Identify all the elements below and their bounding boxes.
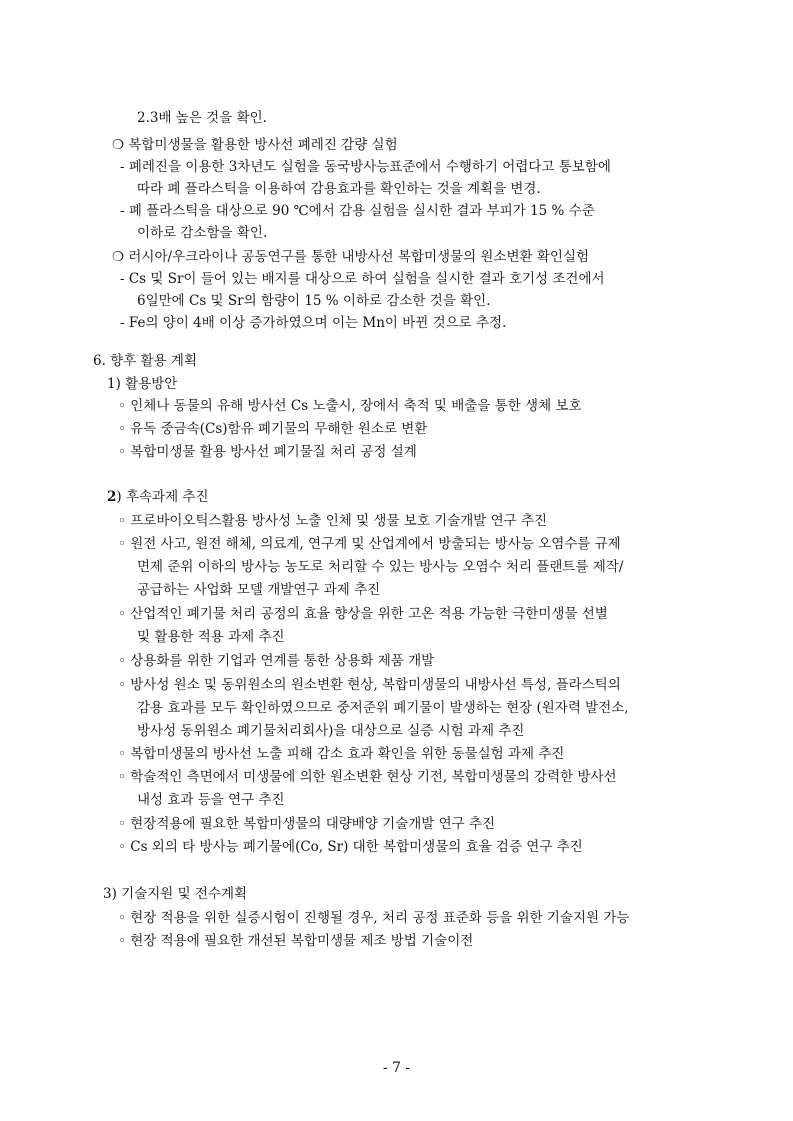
text-line: - 폐 플라스틱을 대상으로 90 ℃에서 감용 실험을 실시한 결과 부피가 15 % 수준 <box>120 203 595 219</box>
text-line: 및 활용한 적용 과제 추진 <box>137 629 285 645</box>
list-item: ◦ 복합미생물 활용 방사선 폐기물질 처리 공정 설계 <box>118 444 417 460</box>
list-item: ◦ 유독 중금속(Cs)함유 폐기물의 무해한 원소로 변환 <box>118 421 428 437</box>
subsection-heading: 3) 기술지원 및 전수계획 <box>103 886 248 902</box>
text-line: 6일만에 Cs 및 Sr의 함량이 15 % 이하로 감소한 것을 확인. <box>137 293 491 309</box>
text-line: 면제 준위 이하의 방사능 농도로 처리할 수 있는 방사능 오염수 처리 플랜트를 제작/ <box>137 559 624 575</box>
list-item: ◦ 복합미생물의 방사선 노출 피해 감소 효과 확인을 위한 동물실험 과제 추진 <box>118 746 565 762</box>
text-line: - 폐레진을 이용한 3차년도 실험을 동국방사능표준에서 수행하기 어렵다고 통보함에 <box>120 159 611 175</box>
list-item: ◦ 원전 사고, 원전 해체, 의료계, 연구계 및 산업계에서 방출되는 방사능 오염수를 규제 <box>118 536 621 552</box>
subsection-heading: 1) 활용방안 <box>107 376 178 392</box>
text-line: - Fe의 양이 4배 이상 증가하였으며 이는 Mn이 바뀐 것으로 추정. <box>120 315 507 331</box>
list-item: ◦ 프로바이오틱스활용 방사성 노출 인체 및 생물 보호 기술개발 연구 추진 <box>118 513 548 529</box>
list-item: ◦ 현장적용에 필요한 복합미생물의 대량배양 기술개발 연구 추진 <box>118 816 496 832</box>
list-item: ◦ 상용화를 위한 기업과 연계를 통한 상용화 제품 개발 <box>118 653 435 669</box>
text-line: - Cs 및 Sr이 들어 있는 배지를 대상으로 하여 실험을 실시한 결과 호기성 조건에서 <box>120 271 605 287</box>
bullet-heading: ❍ 복합미생물을 활용한 방사선 폐레진 감량 실험 <box>112 137 398 153</box>
text-line: 감용 효과를 모두 확인하였으므로 중저준위 폐기물이 발생하는 현장 (원자력 발전소, <box>137 700 629 716</box>
subsection-heading <box>107 488 209 506</box>
section-heading: 6. 향후 활용 계획 <box>93 353 197 369</box>
list-item: ◦ 방사성 원소 및 동위원소의 원소변환 현상, 복합미생물의 내방사선 특성, 플라스틱의 <box>118 677 621 693</box>
list-item: ◦ 현장 적용을 위한 실증시험이 진행될 경우, 처리 공정 표준화 등을 위한 기술지원 가능 <box>118 910 630 926</box>
text-line: 2.3배 높은 것을 확인. <box>137 110 267 126</box>
text-line: 공급하는 사업화 모델 개발연구 과제 추진 <box>137 582 381 598</box>
list-item: ◦ 학술적인 측면에서 미생물에 의한 원소변환 현상 기전, 복합미생물의 강력한 방사선 <box>118 769 617 785</box>
list-item: ◦ 현장 적용에 필요한 개선된 복합미생물 제조 방법 기술이전 <box>118 933 474 949</box>
text-line: 내성 효과 등을 연구 추진 <box>137 792 285 808</box>
subsection-title: ) 후속과제 추진 <box>116 489 209 505</box>
text-line: 따라 폐 플라스틱을 이용하여 감용효과를 확인하는 것을 계획을 변경. <box>137 181 541 197</box>
page-number: - 7 - <box>382 1060 411 1076</box>
subsection-number: 2 <box>107 489 117 505</box>
list-item: ◦ 인체나 동물의 유해 방사선 Cs 노출시, 장에서 축적 및 배출을 통한 생체 보호 <box>118 398 582 414</box>
list-item: ◦ Cs 외의 타 방사능 폐기물에(Co, Sr) 대한 복합미생물의 효율 검증 연구 추진 <box>118 839 583 855</box>
text-line: 방사성 동위원소 폐기물처리회사)을 대상으로 실증 시험 과제 추진 <box>137 723 525 739</box>
text-line: 이하로 감소함을 확인. <box>137 225 268 241</box>
list-item: ◦ 산업적인 폐기물 처리 공정의 효율 향상을 위한 고온 적용 가능한 극한미생물 선별 <box>118 606 608 622</box>
bullet-heading: ❍ 러시아/우크라이나 공동연구를 통한 내방사선 복합미생물의 원소변환 확인실험 <box>112 249 590 265</box>
